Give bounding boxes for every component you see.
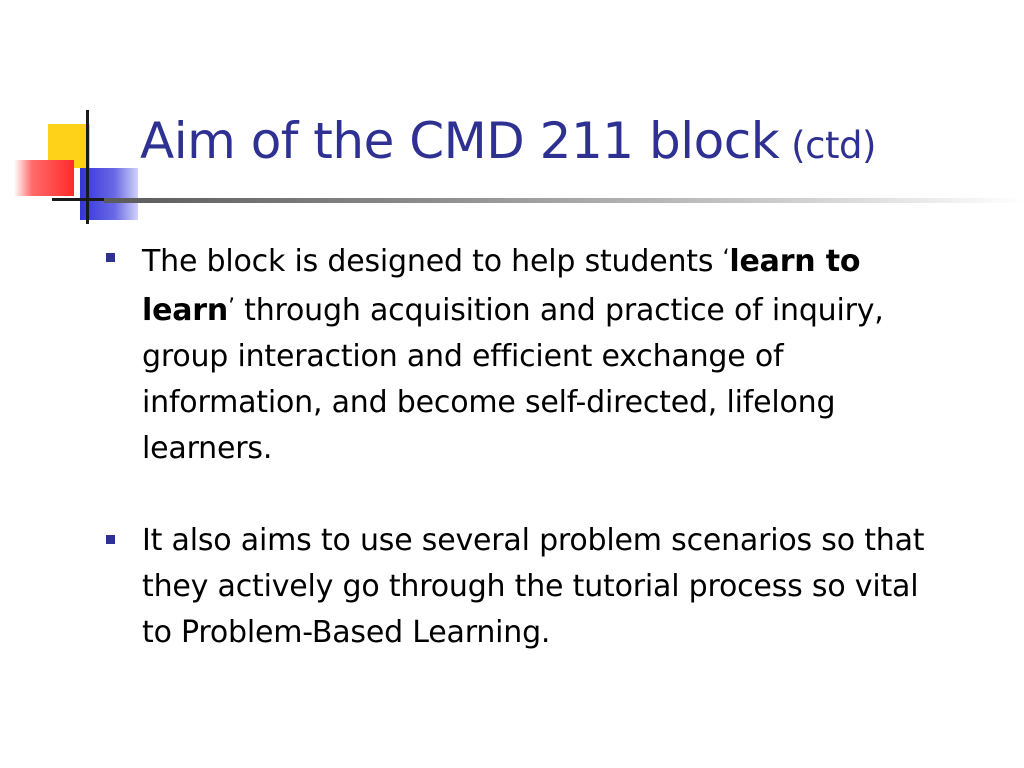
open-quote: ‘ [722,246,730,271]
square-bullet-icon [106,535,115,544]
vertical-line [86,110,89,224]
red-square [14,160,74,196]
slide-title-suffix: (ctd) [791,124,876,167]
bullet-list [106,236,936,656]
bullet-text: It also aims to use several problem scenarios so that they actively go through the tutorial process so vital to Problem-Based Learning. [142,523,925,650]
bullet-text-before: The block is designed to help students [142,244,723,279]
bullet-item [106,518,936,656]
slide-title-main: Aim of the CMD 211 block [140,112,780,170]
bullet-item [106,236,936,472]
bullet-text-after: through acquisition and practice of inquiry, group interaction and efficient exchange of information, and become self-directed, lifelong learners. [142,293,884,466]
square-bullet-icon [106,253,115,262]
slide-title [140,112,876,170]
title-underline [104,198,1024,203]
corner-squares-logo [0,0,150,230]
close-quote: ’ [228,295,235,320]
bullet-emphasis: learn to learn [142,244,861,328]
